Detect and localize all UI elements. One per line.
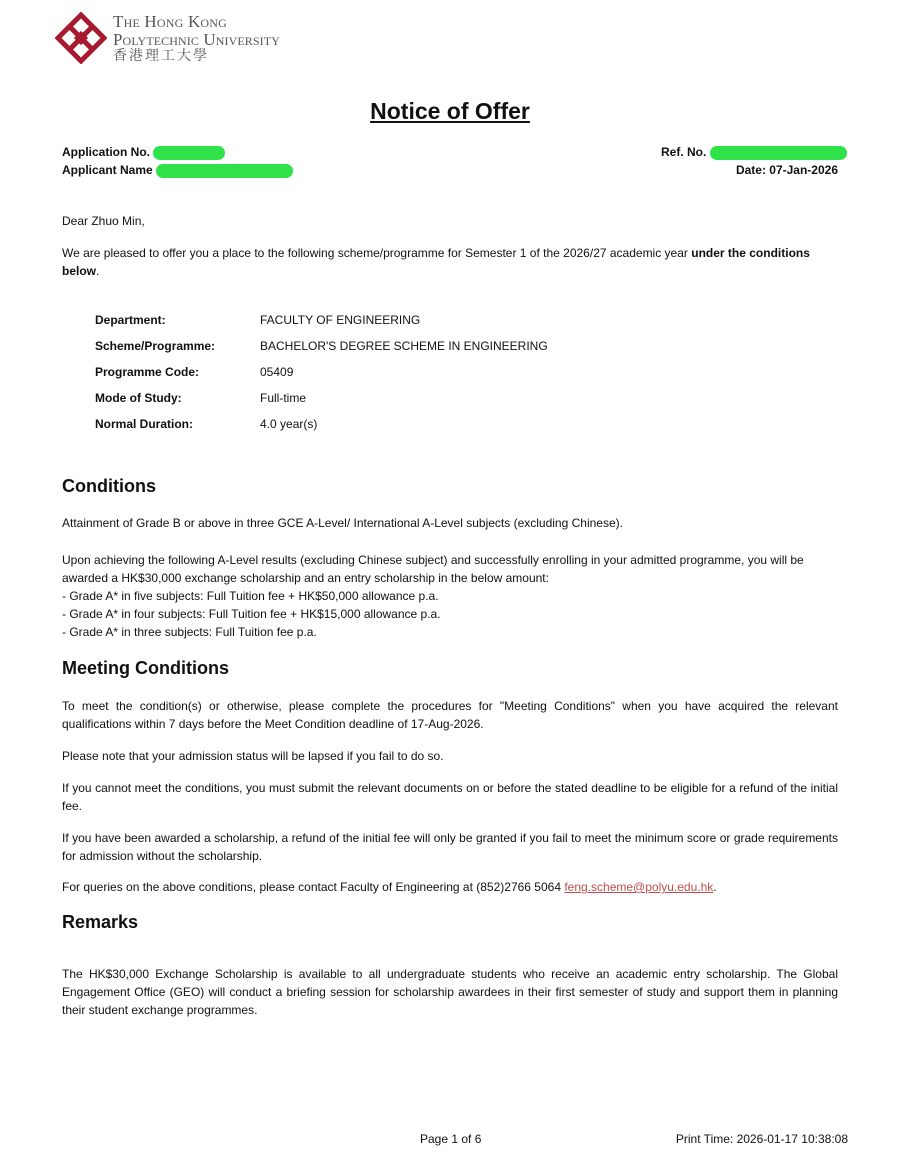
- meeting-paragraph-4: If you have been awarded a scholarship, a refund of the initial fee will only be granted if you fail to meet the minimum score or grade requirements for admission without the scholarship.: [62, 831, 838, 863]
- conditions-paragraph-2: Upon achieving the following A-Level results (excluding Chinese subject) and successfully enrolling in your admitted programme, you will be awarded a HK$30,000 exchange scholarship and an entry scholarship in the below amount:: [62, 553, 804, 585]
- university-logo: [55, 12, 280, 64]
- page-title: Notice of Offer: [370, 98, 530, 124]
- detail-key: Scheme/Programme:: [95, 339, 216, 353]
- ref-no-label: Ref. No.: [661, 145, 707, 159]
- detail-key: Programme Code:: [95, 365, 200, 379]
- contact-suffix: .: [713, 880, 717, 894]
- remarks-heading: Remarks: [62, 912, 139, 932]
- redacted-applicant-name: [156, 164, 293, 178]
- meeting-paragraph-5: [62, 878, 838, 896]
- detail-value: 05409: [260, 365, 294, 379]
- applicant-name-label: Applicant Name: [62, 163, 153, 177]
- detail-value: 4.0 year(s): [260, 417, 318, 431]
- conditions-paragraph-1: Attainment of Grade B or above in three GCE A-Level/ International A-Level subjects (excluding Chinese).: [62, 516, 623, 530]
- application-no: [62, 145, 225, 160]
- meeting-conditions-heading: Meeting Conditions: [62, 658, 229, 678]
- detail-value: BACHELOR'S DEGREE SCHEME IN ENGINEERING: [260, 339, 548, 353]
- detail-row-mode-of-study: [95, 385, 548, 411]
- greeting: Dear Zhuo Min,: [62, 214, 145, 228]
- remarks-paragraph: The HK$30,000 Exchange Scholarship is available to all undergraduate students who receive an academic entry scholarship. The Global Engagement Office (GEO) will conduct a briefing session for scholarship awardees in their first semester of study and support them in planning their student exchange programmes.: [62, 967, 838, 1017]
- detail-key: Mode of Study:: [95, 391, 182, 405]
- logo-line-2: Polytechnic University: [113, 30, 280, 49]
- detail-row-programme-code: [95, 359, 548, 385]
- contact-email-link[interactable]: feng.scheme@polyu.edu.hk: [564, 880, 714, 894]
- ref-no: [661, 145, 847, 160]
- contact-text: For queries on the above conditions, please contact Faculty of Engineering at (852)2766 5064: [62, 880, 565, 894]
- redacted-ref-no: [710, 146, 847, 160]
- detail-value: Full-time: [260, 391, 307, 405]
- meeting-paragraph-2: Please note that your admission status will be lapsed if you fail to do so.: [62, 749, 444, 763]
- application-no-label: Application No.: [62, 145, 150, 159]
- meeting-paragraph-1: To meet the condition(s) or otherwise, please complete the procedures for "Meeting Conditions" when you have acquired the relevant qualifications within 7 days before the Meet Condition deadline of 17-Aug-2026.: [62, 699, 838, 731]
- intro-text: We are pleased to offer you a place to the following scheme/programme for Semester 1 of the 2026/27 academic year: [62, 246, 692, 260]
- detail-value: FACULTY OF ENGINEERING: [260, 313, 421, 327]
- print-time: Print Time: 2026-01-17 10:38:08: [675, 1132, 848, 1146]
- intro-end: .: [96, 264, 100, 278]
- intro-bold: under the conditions below: [62, 246, 810, 278]
- conditions-bullet: - Grade A* in three subjects: Full Tuition fee p.a.: [62, 625, 317, 639]
- meeting-paragraph-3: If you cannot meet the conditions, you must submit the relevant documents on or before the stated deadline to be eligible for a refund of the initial fee.: [62, 781, 838, 813]
- logo-line-chinese: 香港理工大學: [113, 49, 209, 64]
- conditions-heading: Conditions: [62, 476, 156, 496]
- intro-paragraph: [62, 244, 838, 280]
- detail-key: Department:: [95, 313, 166, 327]
- redacted-application-no: [153, 146, 225, 160]
- programme-details: [95, 307, 548, 437]
- detail-row-department: [95, 307, 548, 333]
- applicant-name: [62, 163, 293, 178]
- conditions-bullet: - Grade A* in five subjects: Full Tuition fee + HK$50,000 allowance p.a.: [62, 589, 439, 603]
- detail-key: Normal Duration:: [95, 417, 194, 431]
- page-number: Page 1 of 6: [420, 1132, 482, 1146]
- conditions-bullet: - Grade A* in four subjects: Full Tuition fee + HK$15,000 allowance p.a.: [62, 607, 441, 621]
- polyu-emblem-icon: [55, 12, 107, 64]
- logo-line-1: The Hong Kong: [113, 12, 228, 31]
- detail-row-duration: [95, 411, 548, 437]
- detail-row-scheme: [95, 333, 548, 359]
- letter-date: Date: 07-Jan-2026: [735, 163, 838, 177]
